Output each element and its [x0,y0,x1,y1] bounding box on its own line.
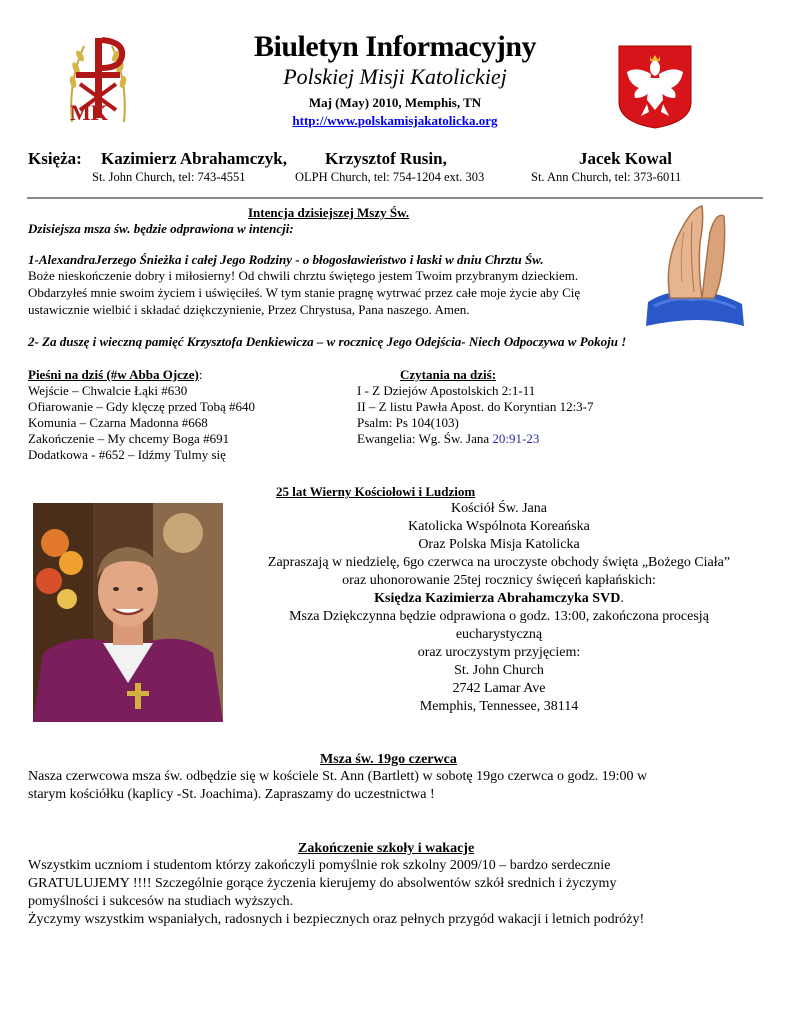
june-mass-line: starym kościółku (kaplicy -St. Joachima). Zapraszamy do uczestnictwa ! [28,787,435,802]
honoree-suffix: . [620,591,624,606]
header-divider [27,197,763,199]
anniversary-line: 2742 Lamar Ave [452,681,546,696]
song-item: Ofiarowanie – Gdy klęczę przed Tobą #640 [28,399,255,414]
school-heading: Zakończenie szkoły i wakacje [298,841,475,856]
anniversary-line: Oraz Polska Misja Katolicka [418,537,580,552]
school-line: pomyślności i sukcesów na studiach wyższych. [28,894,294,909]
readings-heading: Czytania na dziś: [400,367,497,382]
anniversary-heading: 25 lat Wierny Kościołowi i Ludziom [276,484,476,499]
priest-name: Jacek Kowal [579,149,673,168]
song-item: Komunia – Czarna Madonna #668 [28,415,208,430]
polish-eagle-icon [617,44,693,130]
song-item: Zakończenie – My chcemy Boga #691 [28,431,230,446]
prayer-line: Boże nieskończenie dobry i miłosierny! Od chwili chrztu świętego jestem Twoim przybranym dzieckiem. [28,268,579,283]
anniversary-line: St. John Church [454,663,544,678]
honoree-name: Księdza Kazimierza Abrahamczyka SVD [374,591,621,606]
prayer-line: Obdarzyłeś mnie swoim życiem i uświęciłeś. W tym stanie pragnę wytrwać przez całe moje życie aby Cię [28,285,581,300]
priest-name: Krzysztof Rusin, [325,149,447,168]
reading-item: II – Z listu Pawła Apost. do Koryntian 12:3-7 [357,399,594,414]
anniversary-line: Kościół Św. Jana [451,501,547,516]
intention-heading: Intencja dzisiejszej Mszy Św. [248,205,410,220]
songs-heading-colon: : [198,367,203,382]
school-line: Życzymy wszystkim wspaniałych, radosnych i bezpiecznych oraz pełnych przygód wakacji i letnich podróży! [28,912,645,927]
priest-photo [33,503,223,722]
praying-hands-icon [640,202,750,330]
school-line: GRATULUJEMY !!!! Szczególnie gorące życzenia kierujemy do absolwentów szkół srednich i życzymy [28,876,617,891]
june-mass-line: Nasza czerwcowa msza św. odbędzie się w kościele St. Ann (Bartlett) w sobotę 19go czerwca o godz. 19:00 w [28,769,648,784]
songs-heading: Pieśni na dziś (#w Abba Ojcze) [28,367,199,382]
reading-item: I - Z Dziejów Apostolskich 2:1-11 [357,383,536,398]
anniversary-line: oraz uhonorowanie 25tej rocznicy święceń kapłańskich: [342,573,656,588]
bulletin-title: Biuletyn Informacyjny [254,30,536,63]
honoree-line [232,590,766,608]
intention-item-1-title: 1-AlexandraJerzego Śnieżka i całej Jego Rodziny - o błogosławieństwo i łaski w dniu Chrztu Św. [28,252,544,267]
intention-item-2: 2- Za duszę i wieczną pamięć Krzysztofa Denkiewicza – w rocznicę Jego Odejścia- Niech Odpoczywa w Pokoju ! [28,334,627,349]
anniversary-line: oraz uroczystym przyjęciem: [417,645,581,660]
priest-church: St. John Church, tel: 743-4551 [92,170,246,184]
prayer-line: ustawicznie wielbić i składać dziękczynienie, Przez Chrystusa, Pana naszego. Amen. [28,302,470,317]
priest-name: Kazimierz Abrahamczyk, [101,149,288,168]
priests-label: Księża: [28,149,82,168]
anniversary-line: eucharystyczną [455,627,543,642]
anniversary-line: Msza Dziękczynna będzie odprawiona o godz. 13:00, zakończona procesją [289,609,709,624]
anniversary-line: Zapraszają w niedzielę, 6go czerwca na uroczyste obchody święta „Bożego Ciała” [267,555,731,570]
reading-item: Psalm: Ps 104(103) [357,415,459,430]
pmk-logo-icon [58,32,138,128]
gospel-prefix: Ewangelia: Wg. Św. Jana [357,431,493,446]
intention-intro: Dzisiejsza msza św. będzie odprawiona w intencji: [28,221,294,236]
date-line: Maj (May) 2010, Memphis, TN [308,95,482,110]
anniversary-line: Memphis, Tennessee, 38114 [419,699,579,714]
website-link[interactable]: http://www.polskamisjakatolicka.org [292,113,498,128]
school-line: Wszystkim uczniom i studentom którzy zakończyli pomyślnie rok szkolny 2009/10 – bardzo serdecznie [28,858,611,873]
website-link-wrap [180,112,610,129]
bulletin-subtitle: Polskiej Misji Katolickiej [283,64,507,89]
anniversary-line: Katolicka Wspólnota Koreańska [408,519,590,534]
priest-church: St. Ann Church, tel: 373-6011 [531,170,682,184]
logo-text: MK [70,100,108,125]
gospel-ref: 20:91-23 [492,431,540,446]
song-item: Wejście – Chwalcie Łąki #630 [28,383,188,398]
june-mass-heading: Msza św. 19go czerwca [320,752,457,767]
gospel-reading [357,431,539,447]
songs-heading-wrap [28,367,202,383]
priest-church: OLPH Church, tel: 754-1204 ext. 303 [295,170,485,184]
song-item: Dodatkowa - #652 – Idźmy Tulmy się [28,447,226,462]
